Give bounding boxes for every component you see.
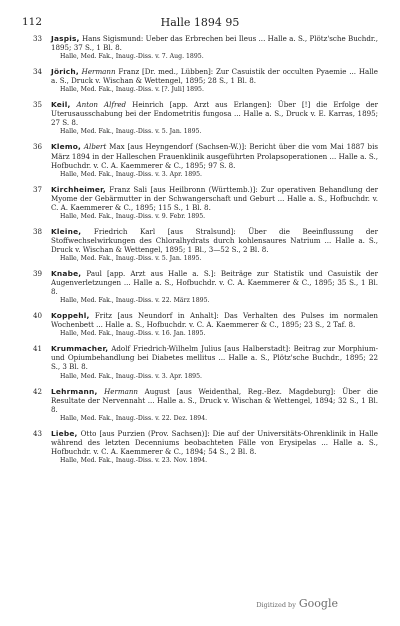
entry-body: [51, 34, 378, 61]
entry-text: Otto [aus Purzien (Prov. Sachsen)]: Die auf der Universitäts-Ohrenklinik in Halle während des letzten Decenniums beobachteten Fälle von Erysipelas ... Halle a. S., Hofbuchdr. v. C. A. Kaemmerer & C., 1894; 54 S., 2 Bl. 8.: [51, 428, 378, 456]
author-surname: Keil,: [51, 100, 71, 110]
author-surname: Koppehl,: [51, 311, 90, 321]
entry-list: [22, 34, 378, 471]
entry-number: 39: [33, 269, 43, 279]
entry-note: Halle, Med. Fak., Inaug.-Diss. v. 5. Jan. 1895.: [60, 254, 202, 262]
entry-note: Halle, Med. Fak., Inaug.-Diss. v. 23. Nov. 1894.: [60, 456, 208, 464]
entry-number: 34: [33, 67, 43, 77]
entry-number: 36: [33, 142, 43, 152]
bibliography-entry: [22, 227, 378, 263]
bibliography-entry: [22, 100, 378, 136]
entry-text: Adolf Friedrich-Wilhelm Julius [aus Halberstadt]: Beitrag zur Morphium- und Opiumbehandlung bei Diabetes mellitus ... Halle a. S., Plötz'sche Buchdr., 1895; 22 S., 3 Bl. 8.: [51, 344, 378, 372]
author-surname: Lehrmann,: [51, 386, 98, 396]
entry-body: [51, 344, 378, 380]
author-surname: Knabe,: [51, 269, 82, 279]
entry-number: 42: [33, 386, 43, 396]
entry-note: Halle, Med. Fak., Inaug.-Diss. v. 7. Aug. 1895.: [60, 53, 204, 61]
entry-text: Franz [Dr. med., Lübben]: Zur Casuistik der occulten Pyaemie ... Halle a. S., Druck v. Wischan & Wettengel, 1895; 28 S., 1 Bl. 8.: [51, 67, 378, 86]
entry-text: August [aus Weidenthal, Reg.-Bez. Magdeburg]: Über die Resultate der Nervennaht ... Halle a. S., Druck v. Wischan & Wettengel, 1894; 32 S., 1 Bl. 8.: [51, 386, 378, 414]
entry-note: Halle, Med. Fak., Inaug.-Diss. v. 9. Febr. 1895.: [60, 212, 206, 220]
entry-note: Halle, Med. Fak., Inaug.-Diss. v. 3. Apr. 1895.: [60, 372, 203, 380]
entry-note: Halle, Med. Fak., Inaug.-Diss. v. [?. Juli] 1895.: [60, 86, 204, 94]
entry-note: Halle, Med. Fak., Inaug.-Diss. v. 22. März 1895.: [60, 297, 210, 305]
entry-text: Friedrich Karl [aus Stralsund]: Über die Beeinflussung der Stoffwechselwirkungen des Chloralhydrats durch kohlensaures Natrium ... Halle a. S., Druck v. Wischan & Wettengel, 1895; 1 Bl., 3—52 S., 2 Bl. 8.: [51, 226, 378, 254]
entry-text: Heinrich [app. Arzt aus Erlangen]: Über [!] die Erfolge der Uterusausschabung bei der Endometritis fungosa ... Halle a. S., Druck v. E. Karras, 1895; 27 S. 8.: [51, 100, 378, 128]
author-firstname: Hermann: [104, 386, 138, 396]
entry-number: 38: [33, 226, 43, 236]
entry-body: [51, 227, 378, 263]
bibliography-entry: [22, 269, 378, 305]
entry-body: [51, 67, 378, 94]
bibliography-entry: [22, 142, 378, 178]
entry-body: [51, 100, 378, 136]
author-surname: Kleine,: [51, 226, 82, 236]
entry-number: 40: [33, 311, 43, 321]
author-surname: Krummacher,: [51, 344, 109, 354]
author-firstname: Albert: [83, 142, 107, 152]
entry-note: Halle, Med. Fak., Inaug.-Diss. v. 5. Jan. 1895.: [60, 128, 202, 136]
entry-body: [51, 429, 378, 465]
bibliography-entry: [22, 311, 378, 338]
entry-number: 43: [33, 428, 43, 438]
entry-note: Halle, Med. Fak., Inaug.-Diss. v. 16. Jan. 1895.: [60, 330, 206, 338]
entry-note: Halle, Med. Fak., Inaug.-Diss. v. 22. Dez. 1894.: [60, 414, 208, 422]
google-logo-text: Google: [298, 597, 338, 610]
entry-number: 33: [33, 34, 43, 43]
entry-number: 35: [33, 100, 43, 110]
author-surname: Jörich,: [51, 67, 79, 77]
entry-note: Halle, Med. Fak., Inaug.-Diss. v. 3. Apr. 1895.: [60, 170, 203, 178]
entry-body: [51, 311, 378, 338]
author-surname: Klemo,: [51, 142, 82, 152]
bibliography-entry: [22, 387, 378, 423]
page-number: 112: [22, 16, 43, 28]
entry-text: Fritz [aus Neundorf in Anhalt]: Das Verhalten des Pulses im normalen Wochenbett ... Halle a. S., Hofbuchdr. v. C. A. Kaemmerer & C., 1895; 23 S., 2 Taf. 8.: [51, 311, 378, 330]
entry-body: [51, 387, 378, 423]
entry-body: [51, 185, 378, 221]
entry-text: Max [aus Heyngendorf (Sachsen-W.)]: Bericht über die vom Mai 1887 bis März 1894 in der Halleschen Frauenklinik ausgeführten Prolapsoperationen ... Halle a. S., Hofbuchdr. v. C. A. Kaemmerer & C., 1895; 97 S. 8.: [51, 142, 378, 170]
entry-text: Paul [app. Arzt aus Halle a. S.]: Beiträge zur Statistik und Casuistik der Augenverletzungen ... Halle a. S., Hofbuchdr. v. C. A. Kaemmerer & C., 1895; 35 S., 1 Bl. 8.: [51, 269, 378, 297]
entry-text: Hans Sigismund: Ueber das Erbrechen bei Ileus ... Halle a. S., Plötz'sche Buchdr., 1895; 37 S., 1 Bl. 8.: [51, 34, 379, 53]
bibliography-entry: [22, 34, 378, 61]
google-watermark: [256, 597, 338, 610]
author-surname: Jaspis,: [51, 34, 80, 43]
page-header: [22, 16, 378, 30]
bibliography-entry: [22, 344, 378, 380]
running-title: Halle 1894 95: [160, 16, 240, 29]
author-surname: Kirchheimer,: [51, 184, 106, 194]
entry-body: [51, 269, 378, 305]
bibliography-entry: [22, 67, 378, 94]
author-firstname: Hermann: [81, 67, 116, 77]
bibliography-entry: [22, 185, 378, 221]
author-surname: Liebe,: [51, 428, 78, 438]
entry-text: Franz Sali [aus Heilbronn (Württemb.)]: Zur operativen Behandlung der Myome der Gebärmutter in der Schwangerschaft und Geburt ... Halle a. S., Hofbuchdr. v. C. A. Kaemmerer & C., 1895; 115 S., 1 Bl. 8.: [51, 184, 378, 212]
digitized-label: Digitized by: [256, 601, 296, 609]
bibliography-entry: [22, 429, 378, 465]
author-firstname: Anton Alfred: [76, 100, 127, 110]
entry-number: 37: [33, 184, 43, 194]
entry-body: [51, 142, 378, 178]
entry-number: 41: [33, 344, 43, 354]
